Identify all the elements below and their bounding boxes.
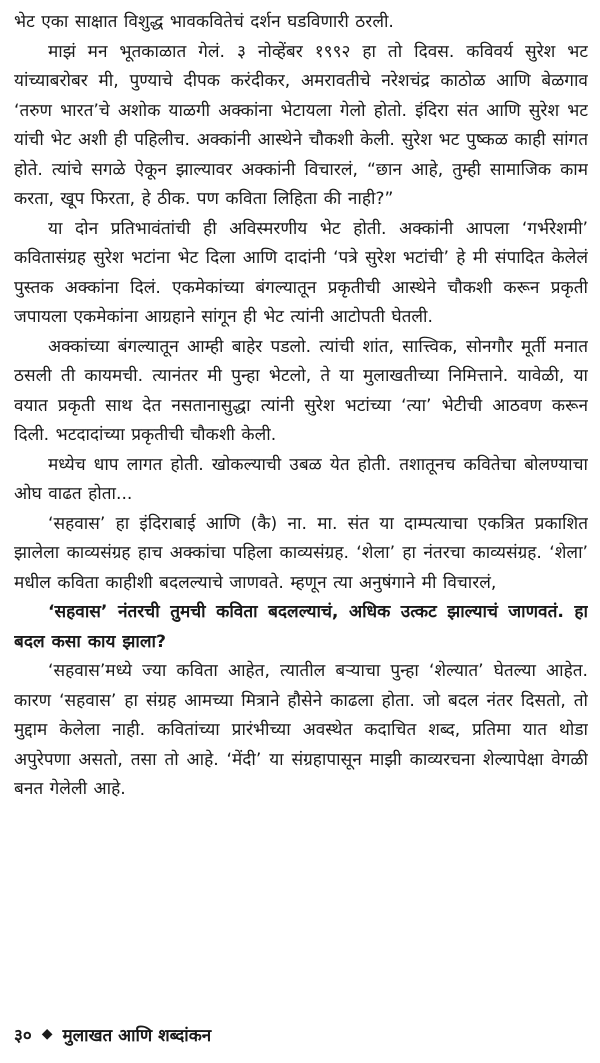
paragraph-continuation: भेट एका साक्षात विशुद्ध भावकवितेचं दर्शन घडविणारी ठरली. [14, 12, 394, 32]
page-footer [14, 1016, 588, 1052]
book-title: मुलाखत आणि शब्दांकन [62, 1025, 212, 1046]
page-body [14, 8, 588, 1008]
interview-question: ‘सहवास’ नंतरची तुमची कविता बदलल्याचं, अधिक उत्कट झाल्याचं जाणवतं. हा बदल कसा काय झाला? [14, 602, 588, 652]
paragraph-sahvas: ‘सहवास’ हा इंदिराबाई आणि (कै) ना. मा. संत या दाम्पत्याचा एकत्रित प्रकाशित झालेला काव्यसंग्रह हाच अक्कांचा पहिला काव्यसंग्रह. ‘शेला’ हा नंतरचा काव्यसंग्रह. ‘शेला’ मधील कविता काहीशी बदलल्याचे जाणवते. म्हणून त्या अनुषंगाने मी विचारलं, [14, 513, 588, 593]
page-number: ३० [14, 1025, 32, 1046]
paragraph-meeting: या दोन प्रतिभावंतांची ही अविस्मरणीय भेट होती. अक्कांनी आपला ‘गर्भरेशमी’ कवितासंग्रह सुरेश भटांना भेट दिला आणि दादांनी ‘पत्रे सुरेश भटांची’ हे मी संपादित केलेलं पुस्तक अक्कांना दिलं. एकमेकांच्या बंगल्यातून प्रकृतीची आस्थेने चौकशी करून प्रकृती जपायला एकमेकांना आग्रहाने सांगून ही भेट त्यांनी आटोपती घेतली. [14, 218, 588, 327]
interview-answer: ‘सहवास’मध्ये ज्या कविता आहेत, त्यातील बऱ्याचा पुन्हा ‘शेल्यात’ घेतल्या आहेत. कारण ‘सहवास’ हा संग्रह आमच्या मित्राने हौसेने काढला होता. जो बदल नंतर दिसतो, तो मुद्दाम केलेला नाही. कवितांच्या प्रारंभीच्या अवस्थेत कदाचित शब्द, प्रतिमा यात थोडा अपुरेपणा असतो, तसा तो आहे. ‘मेंदी’ या संग्रहापासून माझी काव्यरचना शेल्यापेक्षा वेगळी बनत गेलेली आहे. [14, 661, 588, 799]
diamond-icon: ◆ [41, 1026, 53, 1042]
paragraph-memory: माझं मन भूतकाळात गेलं. ३ नोव्हेंबर १९९२ हा तो दिवस. कविवर्य सुरेश भट यांच्याबरोबर मी, पुण्याचे दीपक करंदीकर, अमरावतीचे नरेशचंद्र काठोळ आणि बेळगाव ‘तरुण भारत’चे अशोक याळगी अक्कांना भेटायला गेलो होतो. इंदिरा संत आणि सुरेश भट यांची भेट अशी ही पहिलीच. अक्कांनी आस्थेने चौकशी केली. सुरेश भट पुष्कळ काही सांगत होते. त्यांचे सगळे ऐकून झाल्यावर अक्कांनी विचारलं, “छान आहे, तुम्ही सामाजिक काम करता, खूप फिरता, हे ठीक. पण कविता लिहिता की नाही?” [14, 41, 588, 209]
paragraph-breathless: मध्येच धाप लागत होती. खोकल्याची उबळ येत होती. तशातूनच कवितेचा बोलण्याचा ओघ वाढत होता... [14, 454, 588, 504]
paragraph-bungalow: अक्कांच्या बंगल्यातून आम्ही बाहेर पडलो. त्यांची शांत, सात्त्विक, सोनगौर मूर्ती मनात ठसली ती कायमची. त्यानंतर मी पुन्हा भेटलो, ते या मुलाखतीच्या निमित्ताने. यावेळी, या वयात प्रकृती साथ देत नसतानासुद्धा त्यांनी सुरेश भटांच्या ‘त्या’ भेटीची आठवण करून दिली. भटदादांच्या प्रकृतीची चौकशी केली. [14, 336, 588, 445]
